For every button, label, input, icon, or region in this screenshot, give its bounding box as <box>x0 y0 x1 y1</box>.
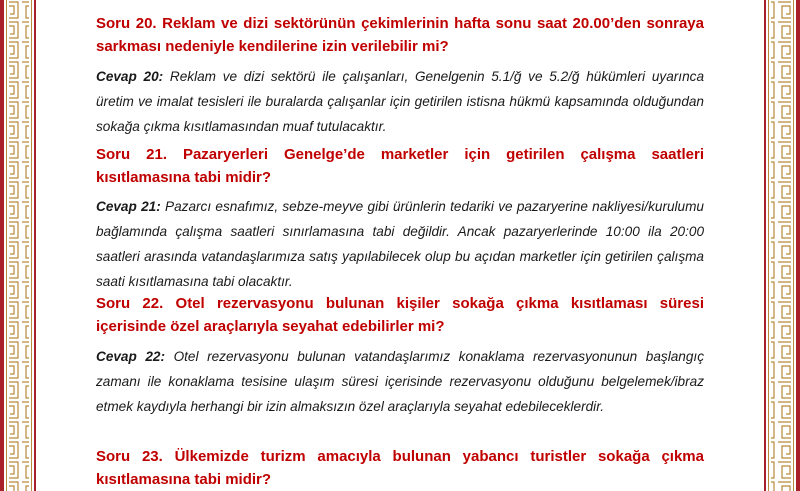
question-23: Soru 23. Ülkemizde turizm amacıyla bulunan yabancı turistler sokağa çıkma kısıtlamasına tabi midir? <box>96 448 704 488</box>
answer-label-21: Cevap 21: <box>96 199 161 214</box>
decorative-border-right <box>756 0 800 491</box>
answer-text-22: Otel rezervasyonu bulunan vatandaşlarımız konaklama rezervasyonunun başlangıç zamanı ile konaklama tesisine ulaşım süresi içerisinde rezervasyonu olduğunu belgelemek/ibraz etmek kaydıyla herhangi bir izin almaksızın özel araçlarıyla seyahat edebileceklerdir. <box>96 349 704 414</box>
answer-label-20: Cevap 20: <box>96 69 164 84</box>
answer-block-22 <box>96 344 704 419</box>
qa-item-20 <box>96 12 704 58</box>
answer-22 <box>96 344 704 419</box>
document-content <box>96 0 704 491</box>
question-20: Soru 20. Reklam ve dizi sektörünün çekimlerinin hafta sonu saat 20.00’den sonraya sarkması nedeniyle kendilerine izin verilebilir mi? <box>96 15 704 55</box>
answer-block-21 <box>96 194 704 294</box>
answer-text-20: Reklam ve dizi sektörü ile çalışanları, Genelgenin 5.1/ğ ve 5.2/ğ hükümleri uyarınca üretim ve imalat tesisleri ile buralarda çalışanlar için getirilen istisna hükmü kapsamında olduğundan sokağa çıkma kısıtlamasından muaf tutulacaktır. <box>96 69 704 134</box>
question-21: Soru 21. Pazaryerleri Genelge’de marketler için getirilen çalışma saatleri kısıtlamasına tabi midir? <box>96 146 704 186</box>
answer-20 <box>96 64 704 139</box>
qa-item-23 <box>96 445 704 491</box>
answer-text-21: Pazarcı esnafımız, sebze-meyve gibi ürünlerin tedariki ve pazaryerine nakliyesi/kurulumu bağlamında çalışma saatleri sınırlamasına tabi değildir. Ancak pazaryerlerinde 10:00 ila 20:00 saatleri arasında vatandaşlarımıza satış yapılabilecek olup bu açıdan marketler için getirilen çalışma saati kısıtlamasına tabi olacaktır. <box>96 199 704 289</box>
decorative-border-left <box>0 0 44 491</box>
qa-item-22 <box>96 292 704 338</box>
question-22: Soru 22. Otel rezervasyonu bulunan kişiler sokağa çıkma kısıtlaması süresi içerisinde özel araçlarıyla seyahat edebilirler mi? <box>96 295 704 335</box>
qa-item-21 <box>96 143 704 189</box>
answer-label-22: Cevap 22: <box>96 349 166 364</box>
answer-block-20 <box>96 64 704 139</box>
answer-21 <box>96 194 704 294</box>
